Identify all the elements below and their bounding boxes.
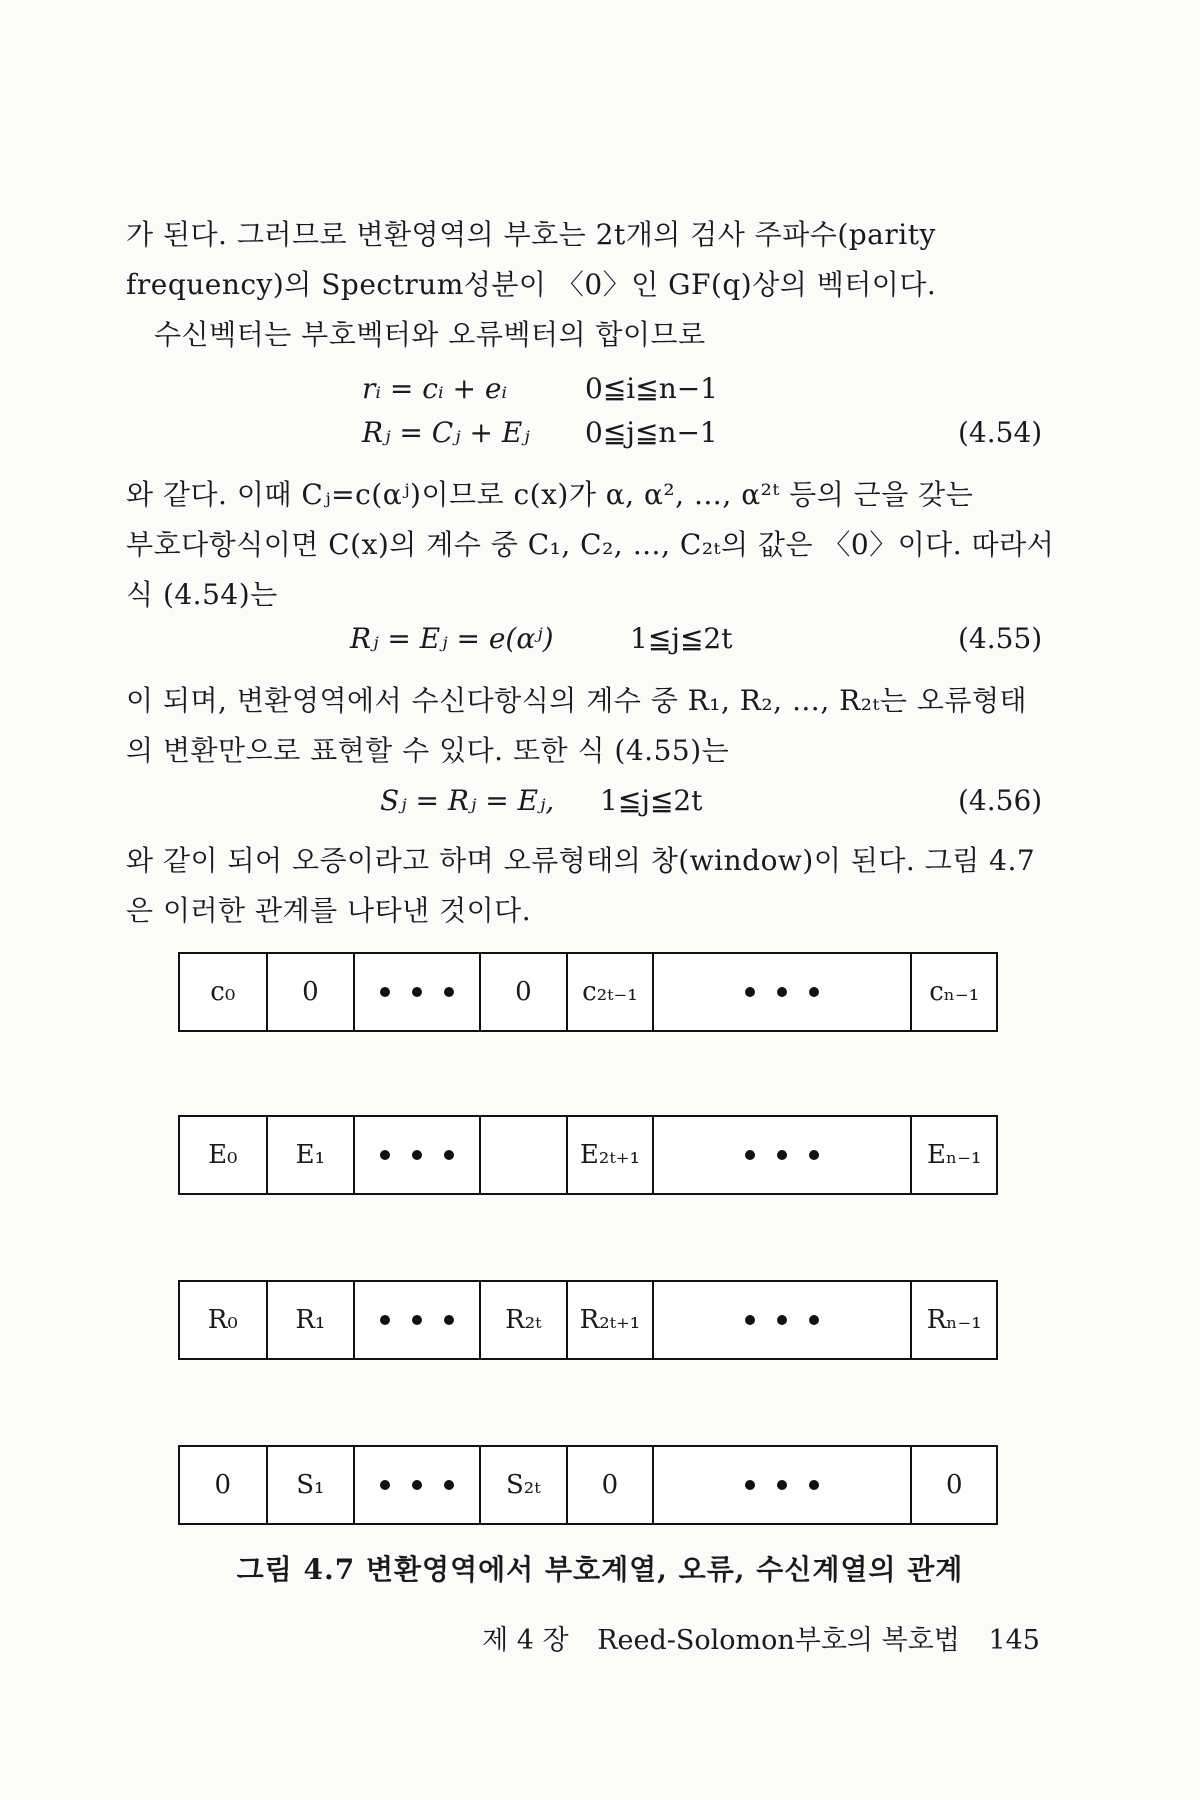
paragraph-5 — [126, 836, 1076, 936]
equation-4-55 — [0, 622, 1200, 662]
equation-line — [0, 372, 1200, 412]
text-line: 식 (4.54)는 — [126, 578, 278, 611]
paragraph-2 — [126, 310, 1104, 360]
equation-condition: 0≦i≦n−1 — [585, 372, 718, 405]
figure-row — [178, 1280, 998, 1360]
footer-chapter: 제 4 장 — [482, 1625, 569, 1656]
text-line: 와 같이 되어 오증이라고 하며 오류형태의 창(window)이 된다. 그림 4.7 — [126, 844, 1036, 877]
ellipsis-dots — [745, 1480, 819, 1490]
figure-cell: S₂ₜ — [481, 1447, 569, 1523]
figure-cell — [355, 1282, 480, 1358]
figure-cell: c₂ₜ₋₁ — [568, 954, 654, 1030]
figure-cell — [355, 1117, 480, 1193]
figure-cell — [481, 1117, 569, 1193]
equation-4-54 — [0, 416, 1200, 456]
figure-cell: S₁ — [268, 1447, 356, 1523]
figure-cell — [654, 954, 913, 1030]
figure-row — [178, 1115, 998, 1195]
figure-cell: c₀ — [180, 954, 268, 1030]
figure-cell — [654, 1447, 913, 1523]
ellipsis-dots — [745, 1315, 819, 1325]
figure-cell: Eₙ₋₁ — [927, 1140, 982, 1170]
equation-expr: Rⱼ = Eⱼ = e(αʲ) — [350, 622, 554, 655]
figure-cell: 0 — [945, 1470, 963, 1500]
text-line: 이 되며, 변환영역에서 수신다항식의 계수 중 R₁, R₂, …, R₂ₜ는 오류형태 — [126, 684, 1028, 717]
figure-cell: 0 — [180, 1447, 268, 1523]
figure-cell: 0 — [481, 954, 569, 1030]
text-line: frequency)의 Spectrum성분이 〈0〉인 GF(q)상의 벡터이다. — [126, 268, 937, 301]
figure-cell: 0 — [568, 1447, 654, 1523]
text-line: 수신벡터는 부호벡터와 오류벡터의 합이므로 — [154, 318, 706, 351]
equation-condition: 0≦j≦n−1 — [585, 416, 718, 449]
figure-cell: R₁ — [268, 1282, 356, 1358]
equation-condition: 1≦j≦2t — [630, 622, 733, 655]
figure-row — [178, 952, 998, 1032]
ellipsis-dots — [380, 1150, 454, 1160]
page-number: 145 — [988, 1625, 1040, 1656]
equation-expr: Rⱼ = Cⱼ + Eⱼ — [362, 416, 530, 449]
paragraph-4 — [126, 676, 1076, 776]
figure-cell: E₂ₜ₊₁ — [568, 1117, 654, 1193]
figure-cell: R₂ₜ₊₁ — [568, 1282, 654, 1358]
text-line: 부호다항식이면 C(x)의 계수 중 C₁, C₂, …, C₂ₜ의 값은 〈0〉이다. 따라서 — [126, 528, 1055, 561]
figure-cell: E₁ — [268, 1117, 356, 1193]
equation-expr: rᵢ = cᵢ + eᵢ — [362, 372, 508, 405]
figure-cell: cₙ₋₁ — [929, 977, 980, 1007]
text-line: 은 이러한 관계를 나타낸 것이다. — [126, 894, 532, 927]
figure-caption: 그림 4.7 변환영역에서 부호계열, 오류, 수신계열의 관계 — [236, 1553, 964, 1586]
paragraph-1 — [126, 210, 1076, 310]
figure-cell — [355, 954, 480, 1030]
ellipsis-dots — [380, 1315, 454, 1325]
figure-cell: Rₙ₋₁ — [926, 1305, 982, 1335]
text-line: 의 변환만으로 표현할 수 있다. 또한 식 (4.55)는 — [126, 734, 730, 767]
ellipsis-dots — [745, 1150, 819, 1160]
equation-number: (4.54) — [958, 416, 1043, 449]
ellipsis-dots — [745, 987, 819, 997]
page-footer — [462, 1618, 1040, 1657]
figure-cell: 0 — [268, 954, 356, 1030]
equation-4-56 — [0, 784, 1200, 824]
figure-cell: R₀ — [180, 1282, 268, 1358]
figure-cell: E₀ — [180, 1117, 268, 1193]
equation-number: (4.55) — [958, 622, 1043, 655]
paragraph-3 — [126, 470, 1076, 620]
equation-condition: 1≦j≦2t — [600, 784, 703, 817]
figure-row — [178, 1445, 998, 1525]
footer-title: Reed-Solomon부호의 복호법 — [597, 1625, 960, 1656]
ellipsis-dots — [380, 1480, 454, 1490]
figure-cell — [654, 1117, 913, 1193]
ellipsis-dots — [380, 987, 454, 997]
figure-cell: R₂ₜ — [481, 1282, 569, 1358]
figure-cell — [355, 1447, 480, 1523]
equation-expr: Sⱼ = Rⱼ = Eⱼ, — [380, 784, 555, 817]
equation-number: (4.56) — [958, 784, 1043, 817]
text-line: 가 된다. 그러므로 변환영역의 부호는 2t개의 검사 주파수(parity — [126, 218, 936, 251]
figure-cell — [654, 1282, 913, 1358]
text-line: 와 같다. 이때 Cⱼ=c(αʲ)이므로 c(x)가 α, α², …, α²ᵗ 등의 근을 갖는 — [126, 478, 974, 511]
